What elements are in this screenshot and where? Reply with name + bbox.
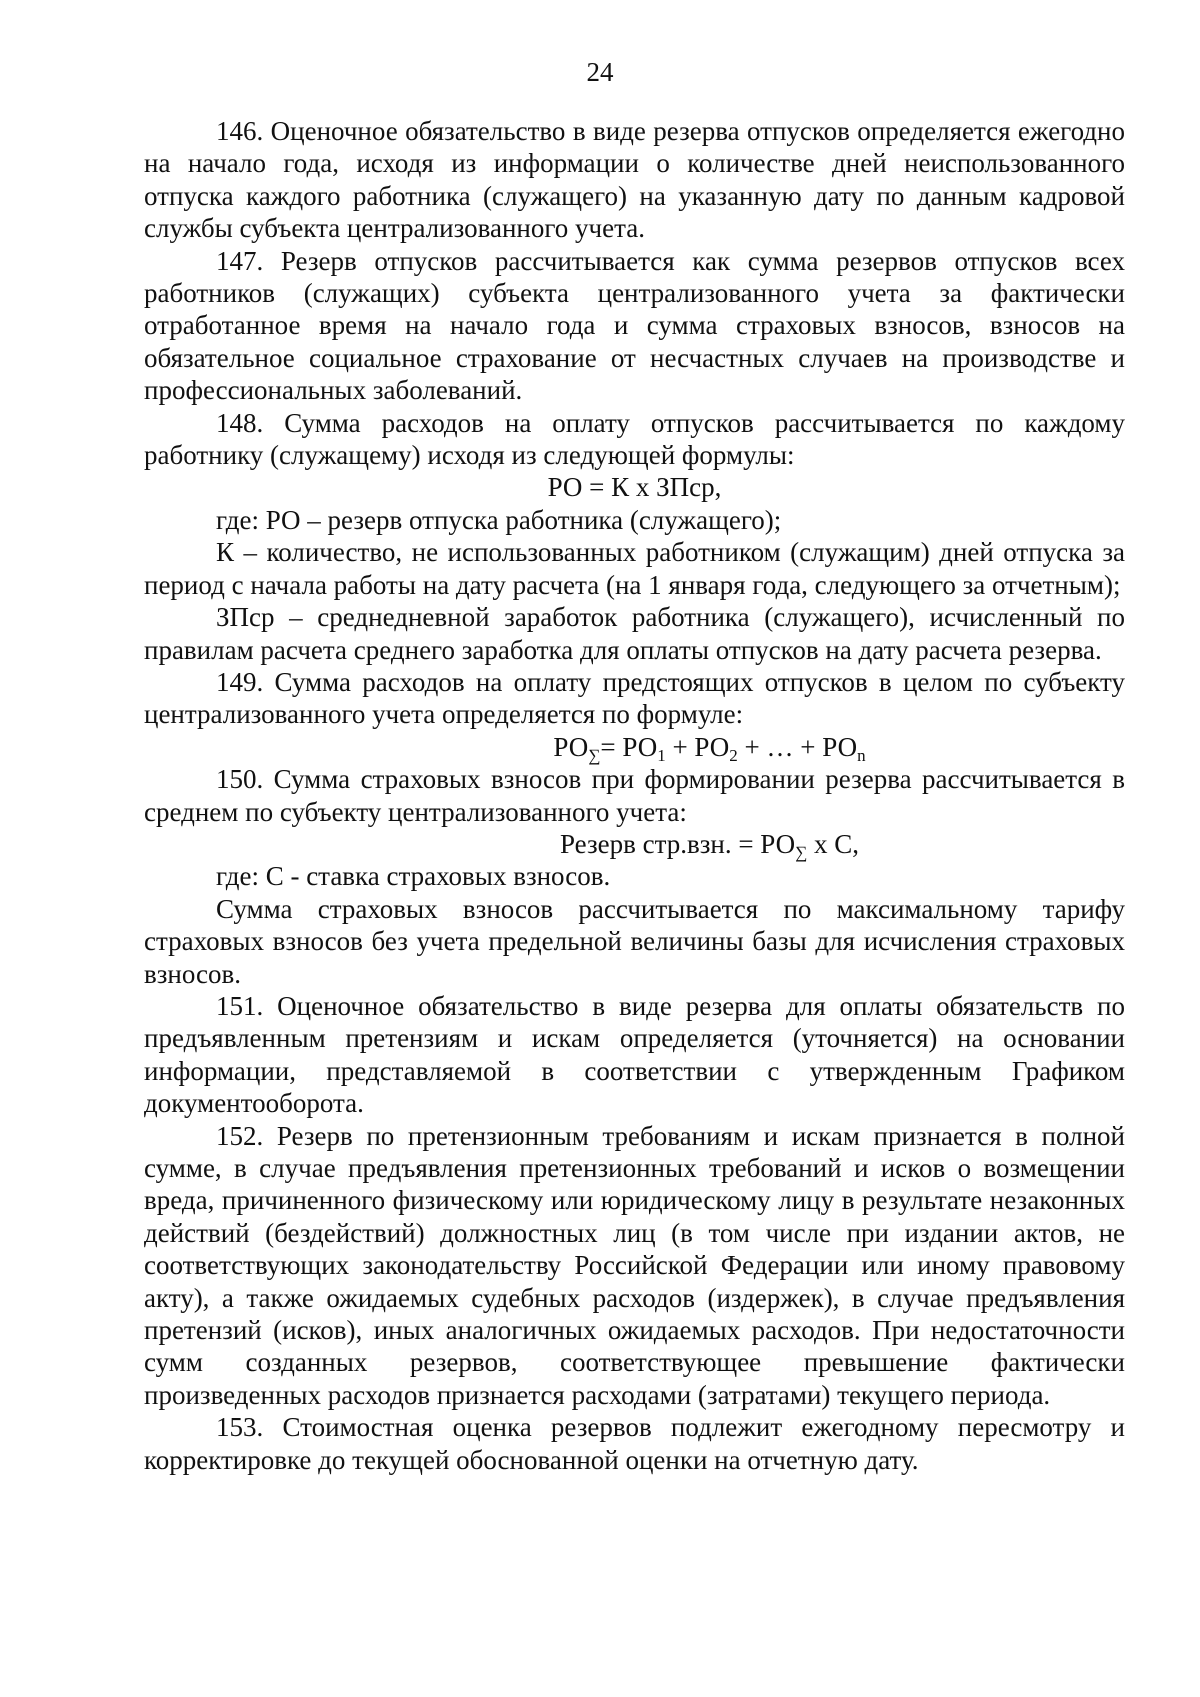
paragraph-152: 152. Резерв по претензионным требованиям и искам признается в полной сумме, в случае предъявления претензионных требований и исков о возмещении вреда, причиненного физическому или юридическому лицу в результате незаконных действий (бездействий) должностных лиц (в том числе при издании актов, не соответствующих законодательству Российской Федерации или иному правовому акту), а также ожидаемых судебных расходов (издержек), в случае предъявления претензий (исков), иных аналогичных ожидаемых расходов. При недостаточности сумм созданных резервов, соответствующее превышение фактически произведенных расходов признается расходами (затратами) текущего периода.	[144, 1120, 1125, 1410]
paragraph-max-tariff: Сумма страховых взносов рассчитывается по максимальному тарифу страховых взносов без учета предельной величины базы для исчисления страховых взносов.	[144, 893, 1125, 989]
paragraph-147: 147. Резерв отпусков рассчитывается как сумма резервов отпусков всех работников (служащих) субъекта централизованного учета за фактически отработанное время на начало года и сумма страховых взносов, взносов на обязательное социальное страхование от несчастных случаев на производстве и профессиональных заболеваний.	[144, 245, 1125, 406]
definition-ro: где: РО – резерв отпуска работника (служащего);	[216, 504, 782, 535]
formula-insurance-after: х С,	[807, 828, 860, 859]
formula-total-reserve	[144, 731, 1125, 763]
formula-insurance-sigma: ∑	[795, 842, 808, 862]
formula-total-subn: n	[857, 745, 866, 765]
paragraph-153: 153. Стоимостная оценка резервов подлежит ежегодному пересмотру и корректировке до текущей обоснованной оценки на отчетную дату.	[144, 1412, 1125, 1475]
definition-zpsr: ЗПср – среднедневной заработок работника (служащего), исчисленный по правилам расчета среднего заработка для оплаты отпусков на дату расчета резерва.	[144, 602, 1125, 665]
formula-insurance-reserve	[144, 828, 1125, 860]
definition-c: где: С - ставка страховых взносов.	[216, 861, 611, 892]
paragraph-148: 148. Сумма расходов на оплату отпусков рассчитывается по каждому работнику (служащему) исходя из следующей формулы:	[144, 407, 1125, 471]
formula-insurance-before: Резерв стр.взн. = РО	[559, 828, 796, 859]
formula-total-sigma: ∑	[588, 745, 601, 765]
formula-total-plus: + РО	[665, 731, 730, 762]
formula-total-sub1: 1	[657, 745, 666, 765]
formula-total-eq: = РО	[600, 731, 658, 762]
formula-total-sub2: 2	[729, 745, 738, 765]
formula-total-ro: РО	[553, 731, 589, 762]
formula-vacation-reserve: РО = К х ЗПср,	[547, 472, 722, 503]
document-body	[144, 115, 1125, 1476]
formula-total-dots: + … + РО	[737, 731, 858, 762]
definition-k: К – количество, не использованных работником (служащим) дней отпуска за период с начала работы на дату расчета (на 1 января года, следующего за отчетным);	[144, 537, 1125, 600]
paragraph-149: 149. Сумма расходов на оплату предстоящих отпусков в целом по субъекту централизованного учета определяется по формуле:	[144, 666, 1125, 730]
page-number: 24	[586, 57, 614, 87]
paragraph-151: 151. Оценочное обязательство в виде резерва для оплаты обязательств по предъявленным претензиям и искам определяется (уточняется) на основании информации, представляемой в соответствии с утвержденным Графиком документооборота.	[144, 990, 1125, 1119]
paragraph-146: 146. Оценочное обязательство в виде резерва отпусков определяется ежегодно на начало года, исходя из информации о количестве дней неиспользованного отпуска каждого работника (служащего) на указанную дату по данным кадровой службы субъекта централизованного учета.	[144, 116, 1125, 244]
paragraph-150: 150. Сумма страховых взносов при формировании резерва рассчитывается в среднем по субъекту централизованного учета:	[144, 764, 1125, 827]
